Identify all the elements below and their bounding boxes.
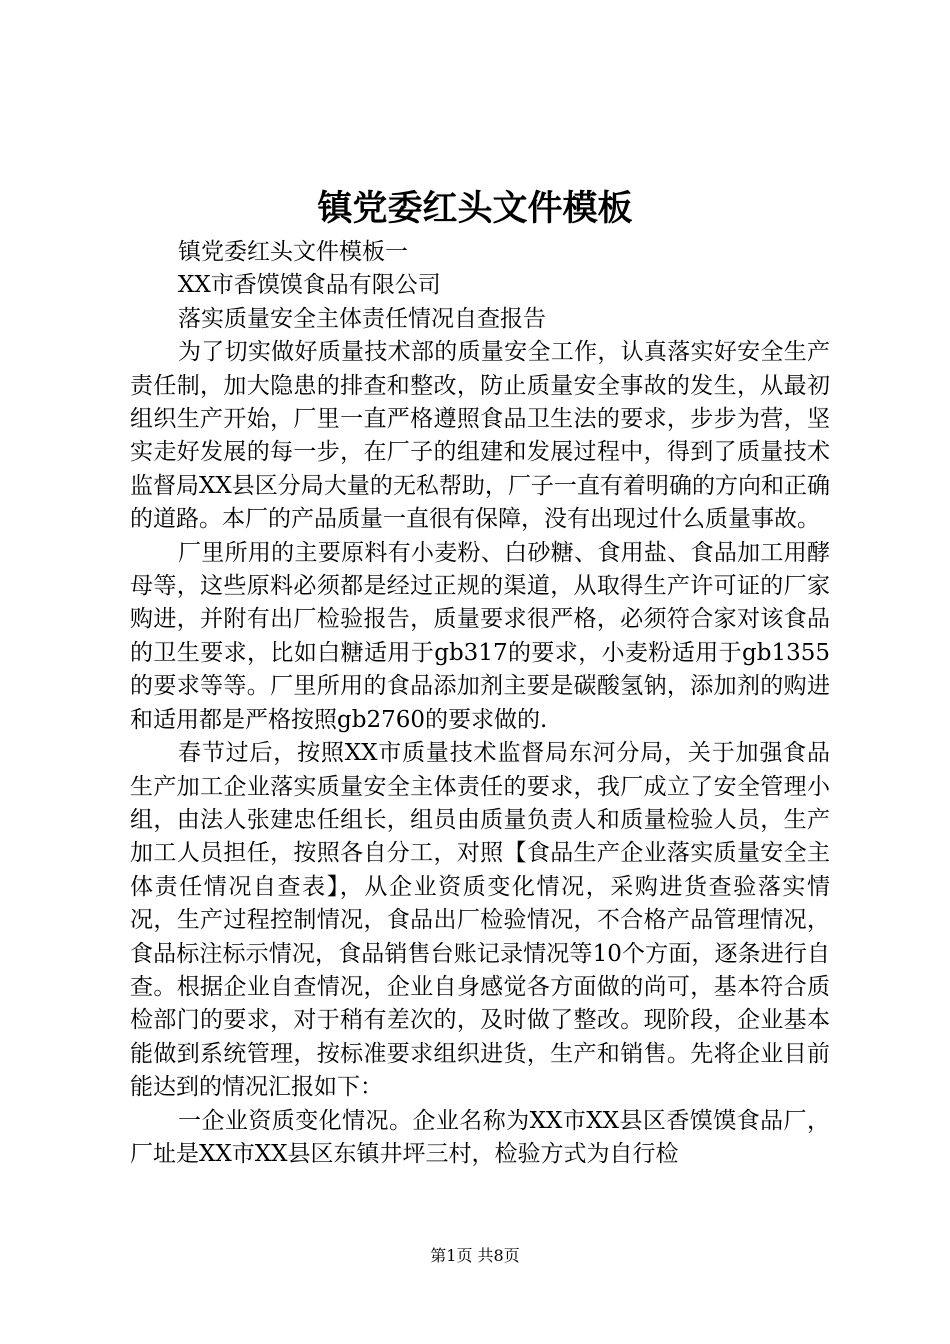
paragraph: 厂里所用的主要原料有小麦粉、白砂糖、食用盐、食品加工用酵母等，这些原料必须都是经过正规的渠道，从取得生产许可证的厂家购进，并附有出厂检验报告，质量要求很严格，必须符合家对该食品的卫生要求，比如白糖适用于gb317的要求，小麦粉适用于gb1355的要求等等。厂里所用的食品添加剂主要是碳酸氢钠，添加剂的购进和适用都是严格按照gb2760的要求做的. [130,539,830,733]
paragraph: 春节过后，按照XX市质量技术监督局东河分局，关于加强食品生产加工企业落实质量安全主体责任的要求，我厂成立了安全管理小组，由法人张建忠任组长，组员由质量负责人和质量检验人员，生产加工人员担任，按照各自分工，对照【食品生产企业落实质量安全主体责任情况自查表】，从企业资质变化情况，采购进货查验落实情况，生产过程控制情况，食品出厂检验情况，不合格产品管理情况，食品标注标示情况，食品销售台账记录情况等10个方面，逐条进行自查。根据企业自查情况，企业自身感觉各方面做的尚可，基本符合质检部门的要求，对于稍有差次的，及时做了整改。现阶段，企业基本能做到系统管理，按标准要求组织进货，生产和销售。先将企业目前能达到的情况汇报如下： [130,740,830,1101]
document-body [130,236,830,1171]
page-footer: 第1页 共8页 [430,1246,520,1265]
paragraph: 一企业资质变化情况。企业名称为XX市XX县区香馍馍食品厂，厂址是XX市XX县区东镇井坪三村，检验方式为自行检 [130,1107,830,1167]
heading-line-1: 镇党委红头文件模板一 [178,239,408,265]
paragraph: 为了切实做好质量技术部的质量安全工作，认真落实好安全生产责任制，加大隐患的排查和整改，防止质量安全事故的发生，从最初组织生产开始，厂里一直严格遵照食品卫生法的要求，步步为营，坚实走好发展的每一步，在厂子的组建和发展过程中，得到了质量技术监督局XX县区分局大量的无私帮助，厂子一直有着明确的方向和正确的道路。本厂的产品质量一直很有保障，没有出现过什么质量事故。 [130,339,830,533]
document-title: 镇党委红头文件模板 [317,188,633,229]
heading-line-2: XX市香馍馍食品有限公司 [178,272,441,299]
heading-line-3: 落实质量安全主体责任情况自查报告 [178,305,546,332]
